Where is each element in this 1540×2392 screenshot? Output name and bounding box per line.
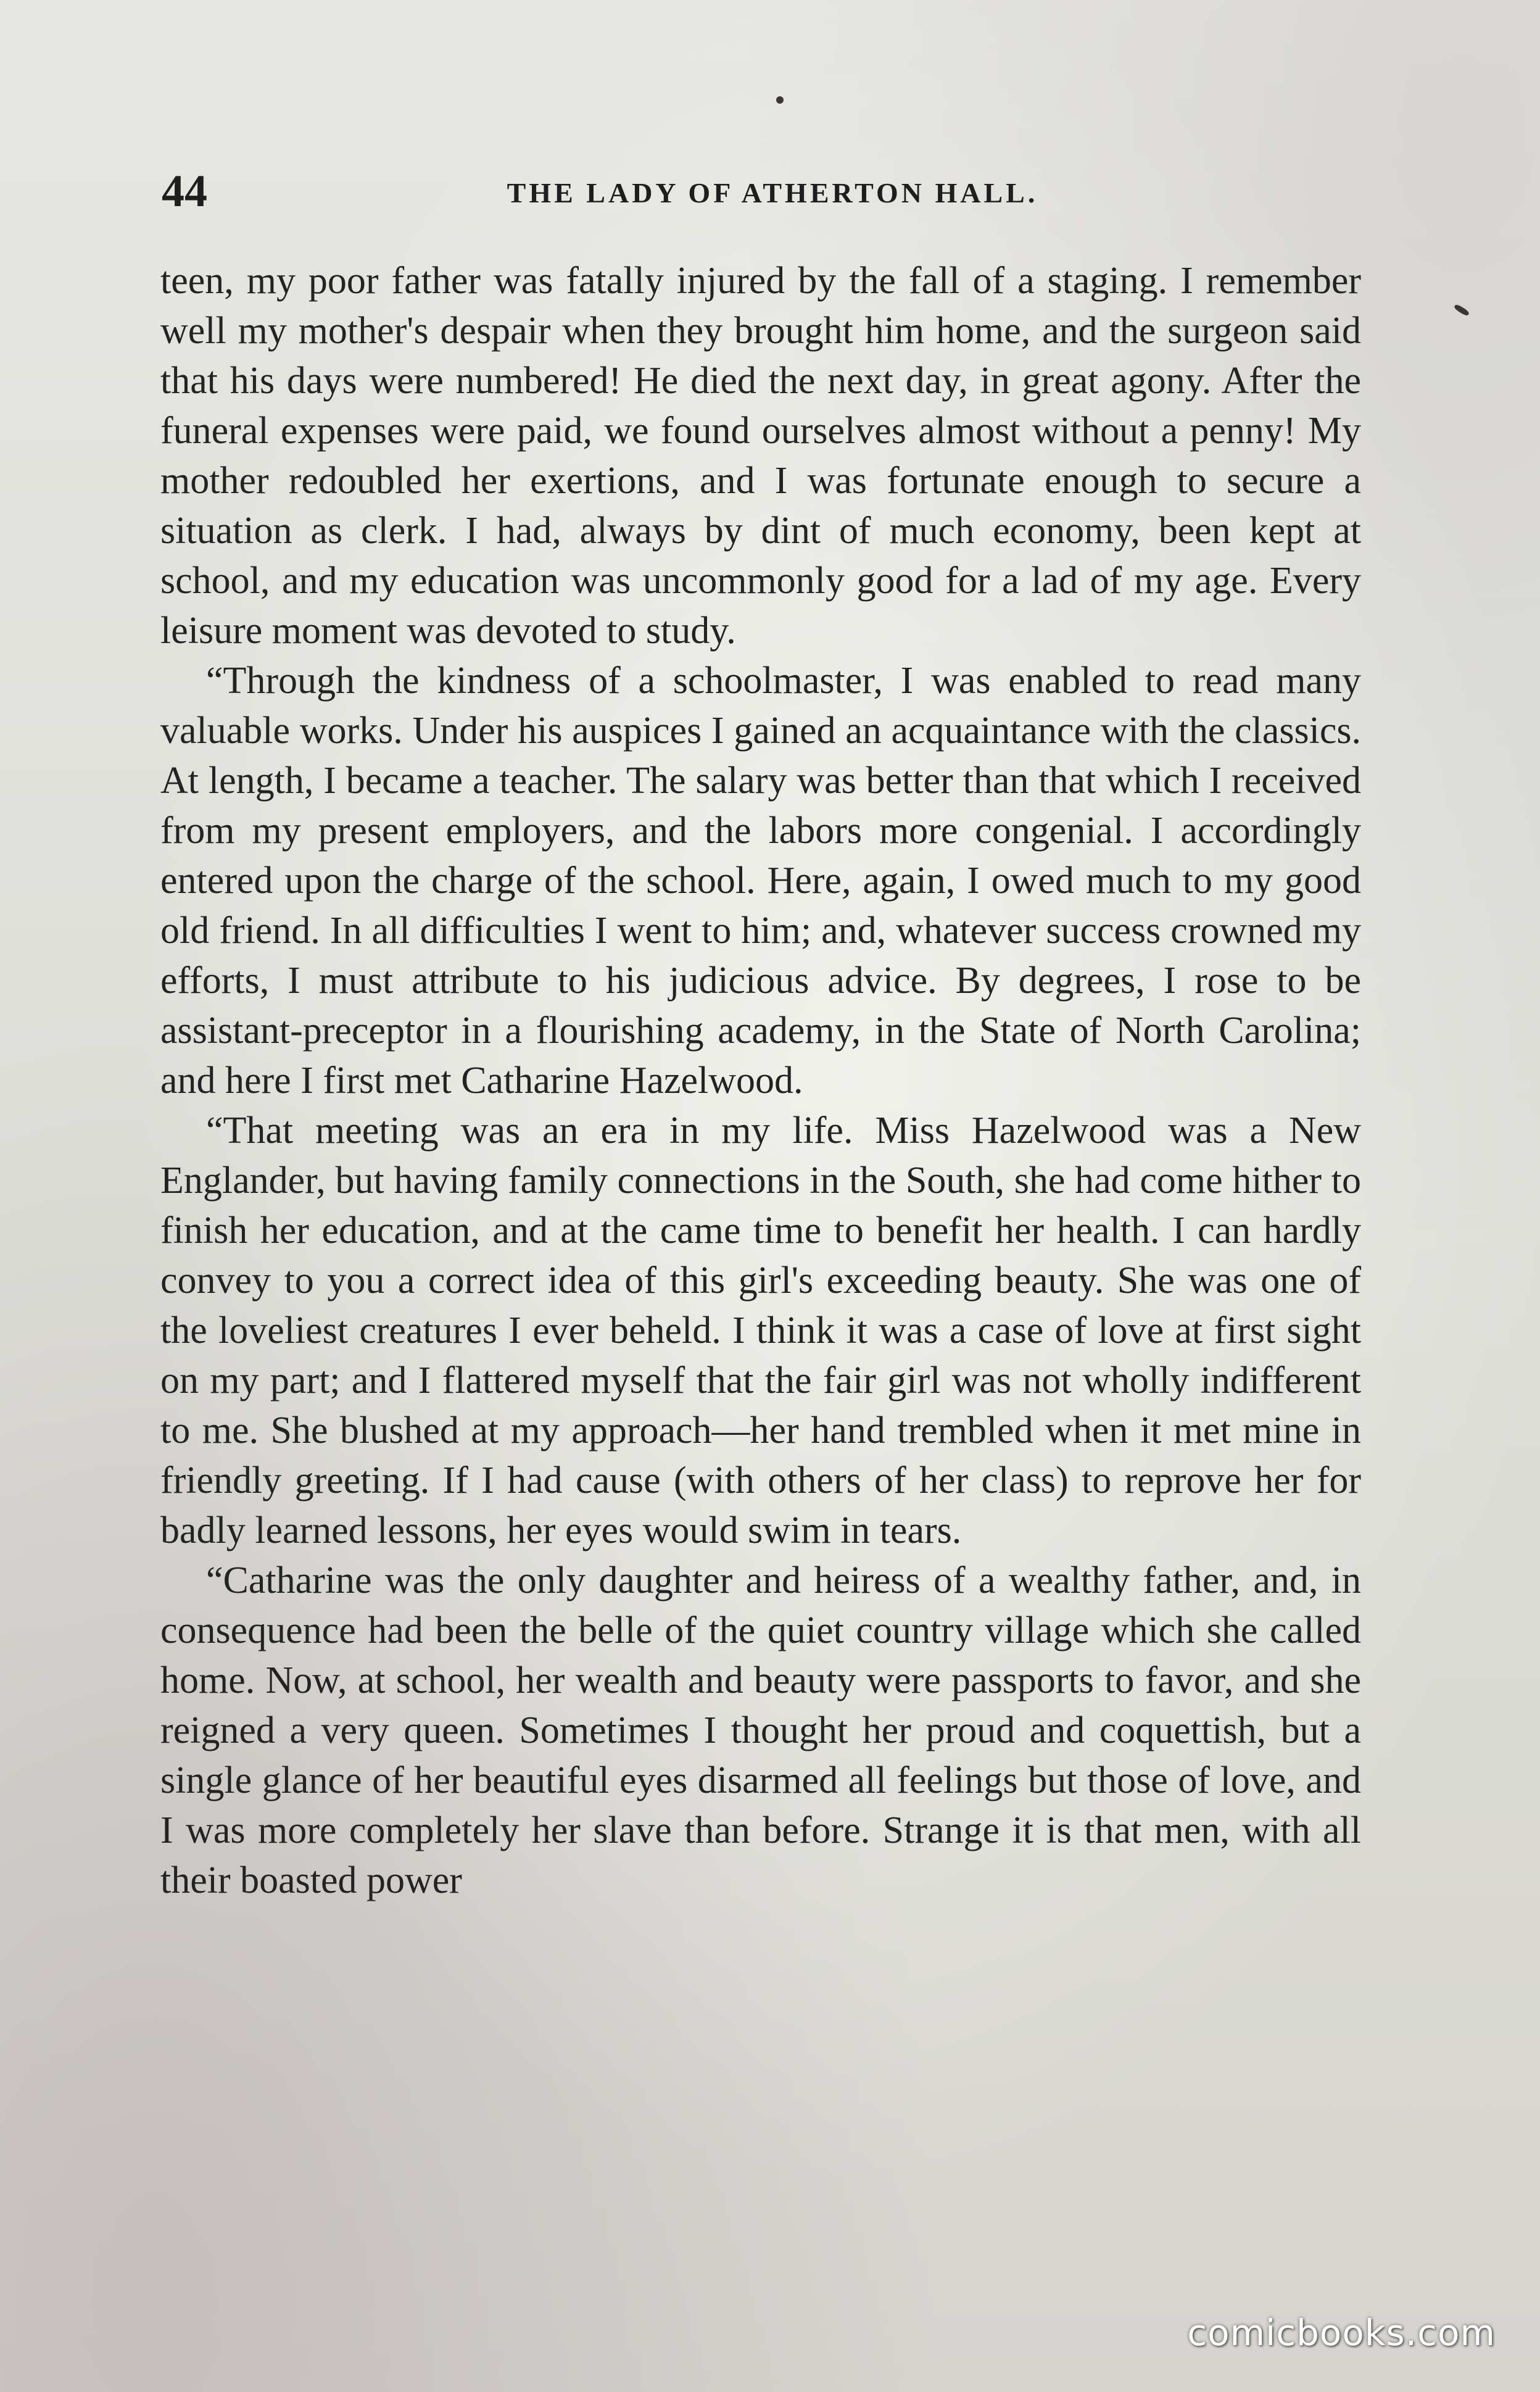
body-text xyxy=(160,256,1361,1906)
paragraph: “Catharine was the only daughter and heiress of a wealthy father, and, in consequence had been the belle of the quiet country village which she called home. Now, at school, her wealth and beauty were passports to favor, and she reigned a very queen. Sometimes I thought her proud and coquettish, but a single glance of her beautiful eyes disarmed all feelings but those of love, and I was more completely her slave than before. Strange it is that men, with all their boasted power xyxy=(160,1559,1361,1901)
ink-speck xyxy=(1454,304,1470,317)
running-title: THE LADY OF ATHERTON HALL. xyxy=(507,177,1038,209)
paragraph: “That meeting was an era in my life. Miss Hazelwood was a New Englander, but having family connections in the South, she had come hither to finish her education, and at the came time to benefit her health. I can hardly convey to you a correct idea of this girl's exceeding beauty. She was one of the loveliest creatures I ever beheld. I think it was a case of love at first sight on my part; and I flattered myself that the fair girl was not wholly indifferent to me. She blushed at my approach—her hand trembled when it met mine in friendly greeting. If I had cause (with others of her class) to reprove her for badly learned lessons, her eyes would swim in tears. xyxy=(160,1110,1361,1551)
paragraph-continued: teen, my poor father was fatally injured by the fall of a staging. I remember well my mother's despair when they brought him home, and the surgeon said that his days were numbered! He died the next day, in great agony. After the funeral expenses were paid, we found ourselves almost without a penny! My mother redoubled her exertions, and I was fortunate enough to secure a situation as clerk. I had, always by dint of much economy, been kept at school, and my education was uncommonly good for a lad of my age. Every leisure moment was devoted to study. xyxy=(160,260,1361,652)
running-head xyxy=(162,165,1359,221)
paragraph: “Through the kindness of a schoolmaster, I was enabled to read many valuable works. Under his auspices I gained an acquaintance with the classics. At length, I became a teacher. The salary was better than that which I received from my present employers, and the labors more congenial. I accordingly entered upon the charge of the school. Here, again, I owed much to my good old friend. In all difficulties I went to him; and, whatever success crowned my efforts, I must attribute to his judicious advice. By degrees, I rose to be assistant-preceptor in a flourishing academy, in the State of North Carolina; and here I first met Catharine Hazelwood. xyxy=(160,660,1361,1102)
watermark: comicbooks.com xyxy=(1187,2312,1496,2354)
page-number: 44 xyxy=(162,166,207,217)
ink-speck xyxy=(776,96,784,104)
